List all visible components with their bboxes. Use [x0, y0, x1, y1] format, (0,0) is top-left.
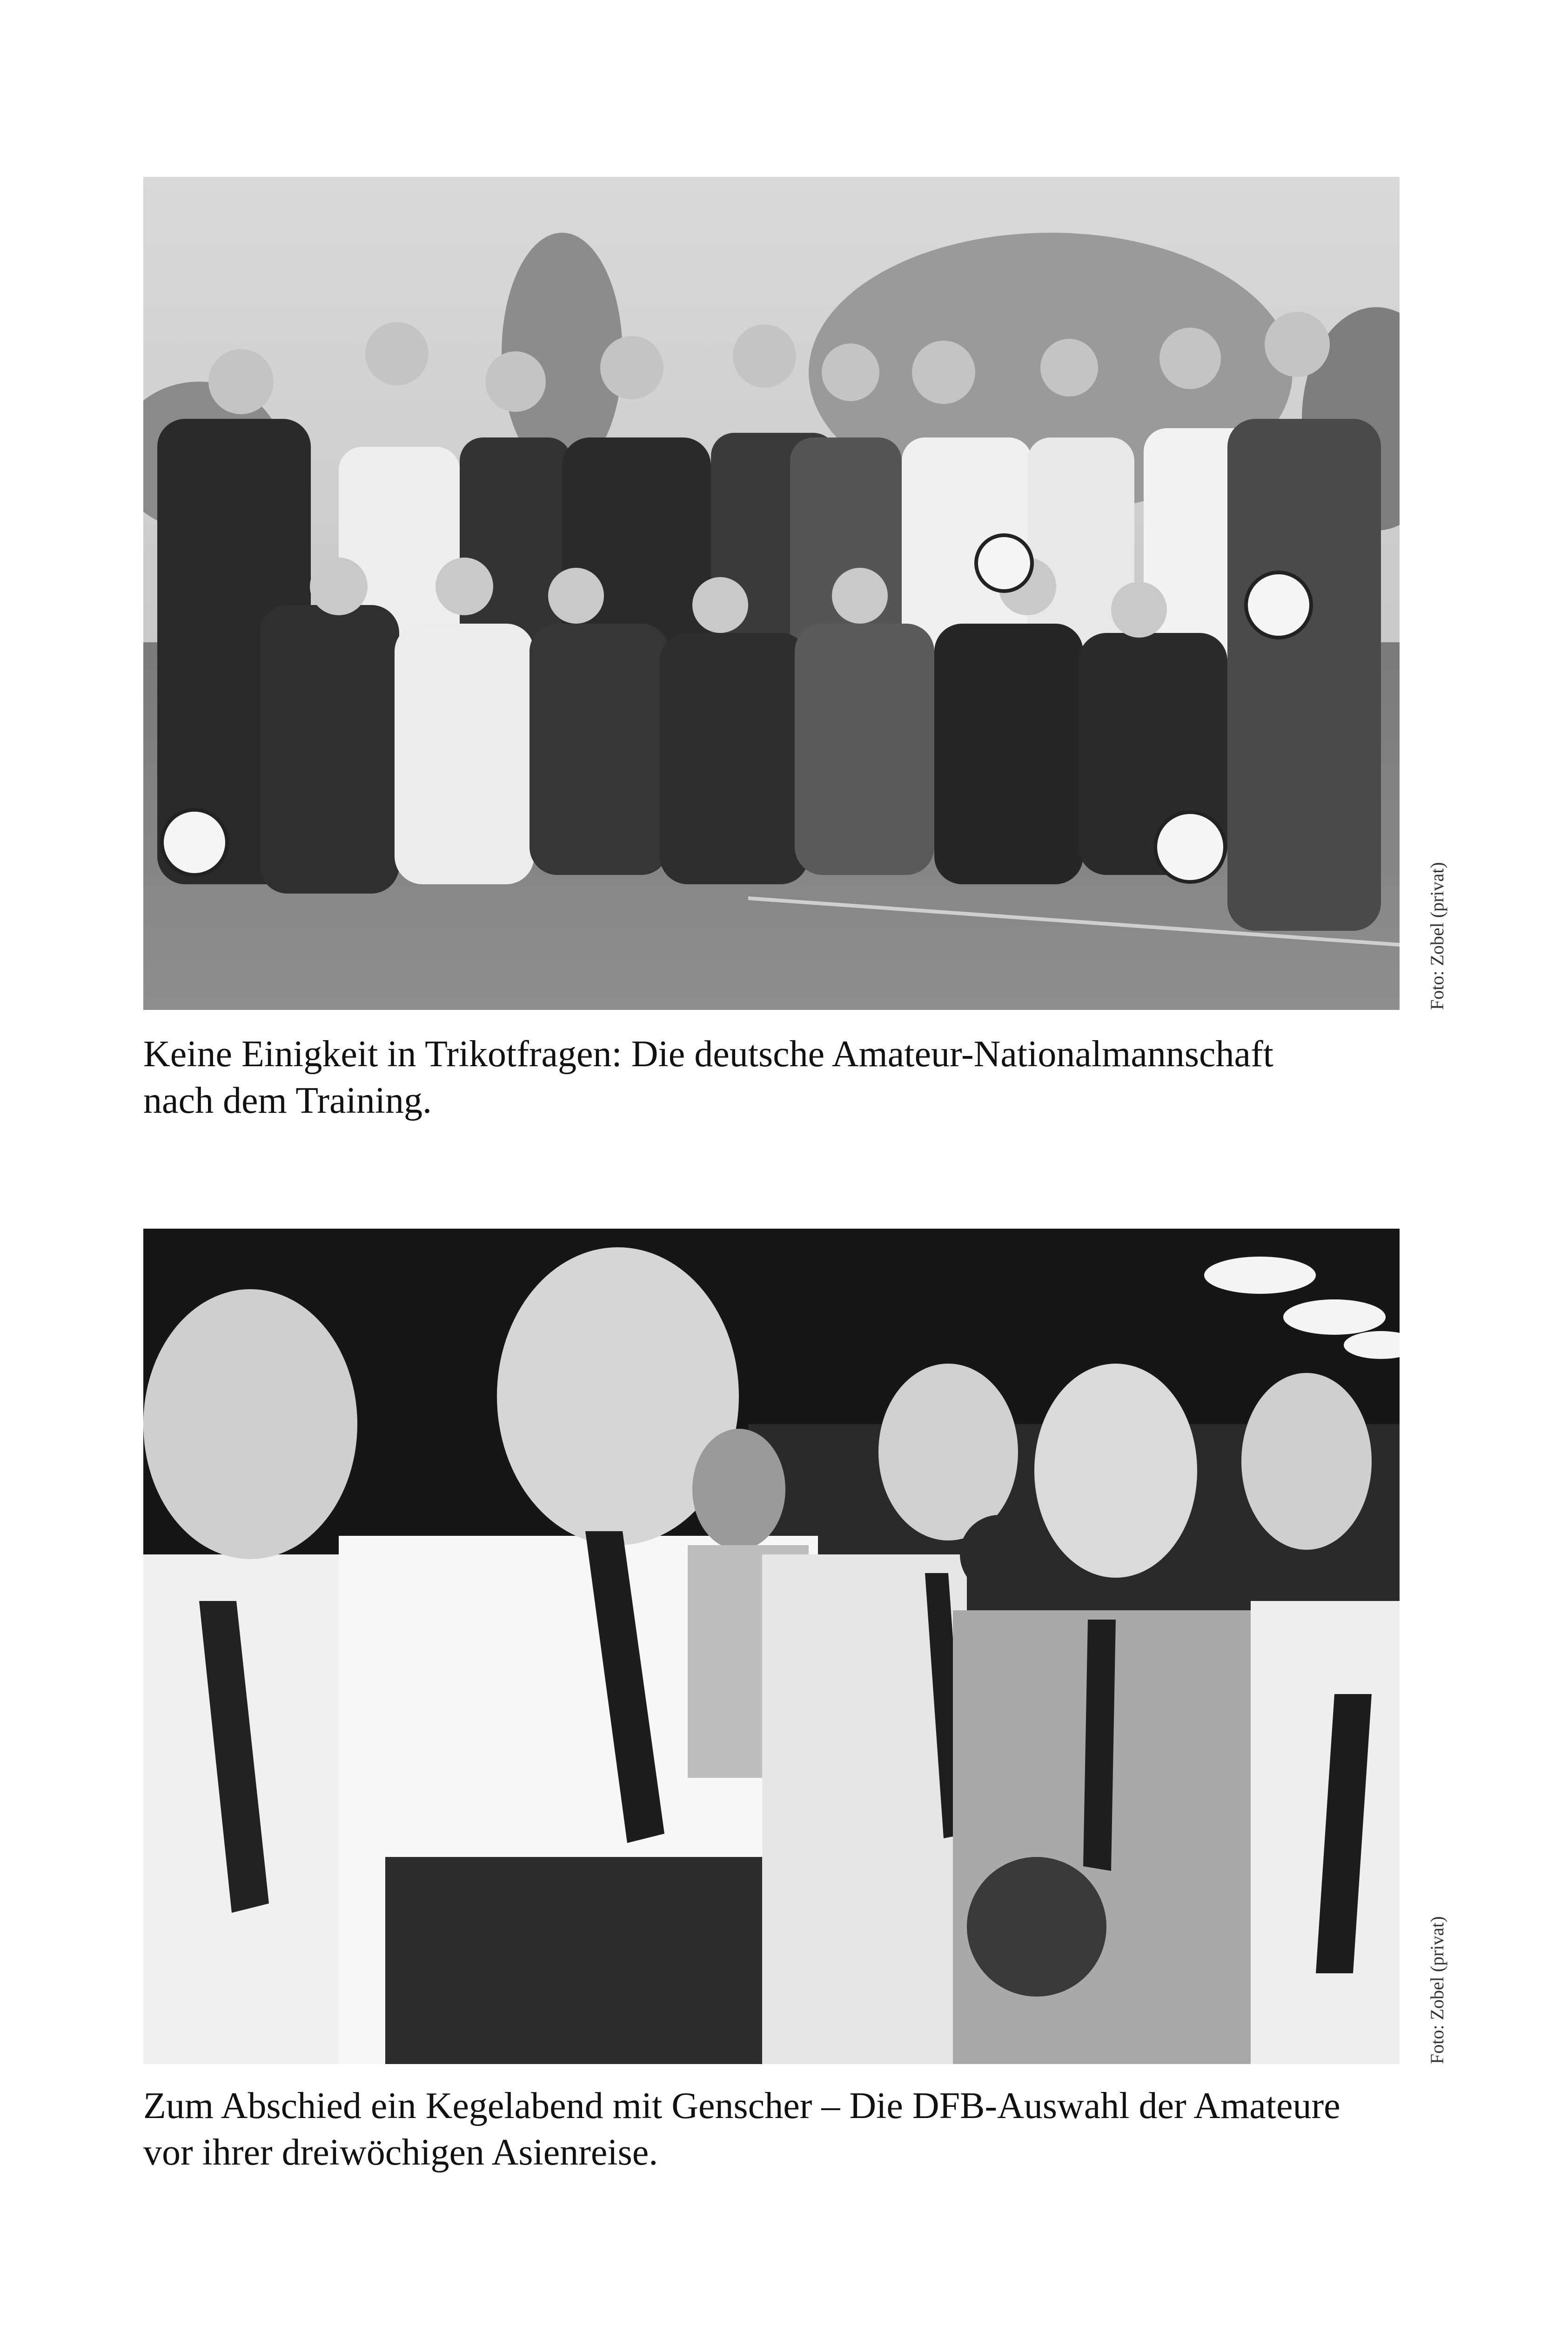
caption-line: Keine Einigkeit in Trikotfragen: Die deutsche Amateur-Nationalmannschaft — [143, 1034, 1273, 1075]
team-photo-image — [143, 177, 1400, 1010]
photo-caption — [143, 1031, 1437, 1124]
caption-line: Zum Abschied ein Kegelabend mit Genscher – Die DFB-Auswahl der Amateure — [143, 2085, 1340, 2126]
bowling-evening-image — [143, 1229, 1400, 2064]
caption-line: nach dem Training. — [143, 1080, 432, 1121]
photo-credit: Foto: Zobel (privat) — [1427, 862, 1447, 1010]
photo-caption — [143, 2083, 1437, 2176]
photo-credit: Foto: Zobel (privat) — [1427, 1916, 1447, 2064]
caption-line: vor ihrer dreiwöchigen Asienreise. — [143, 2132, 658, 2173]
bowling-evening-photo — [143, 1229, 1400, 2064]
team-photo-training — [143, 177, 1400, 1010]
